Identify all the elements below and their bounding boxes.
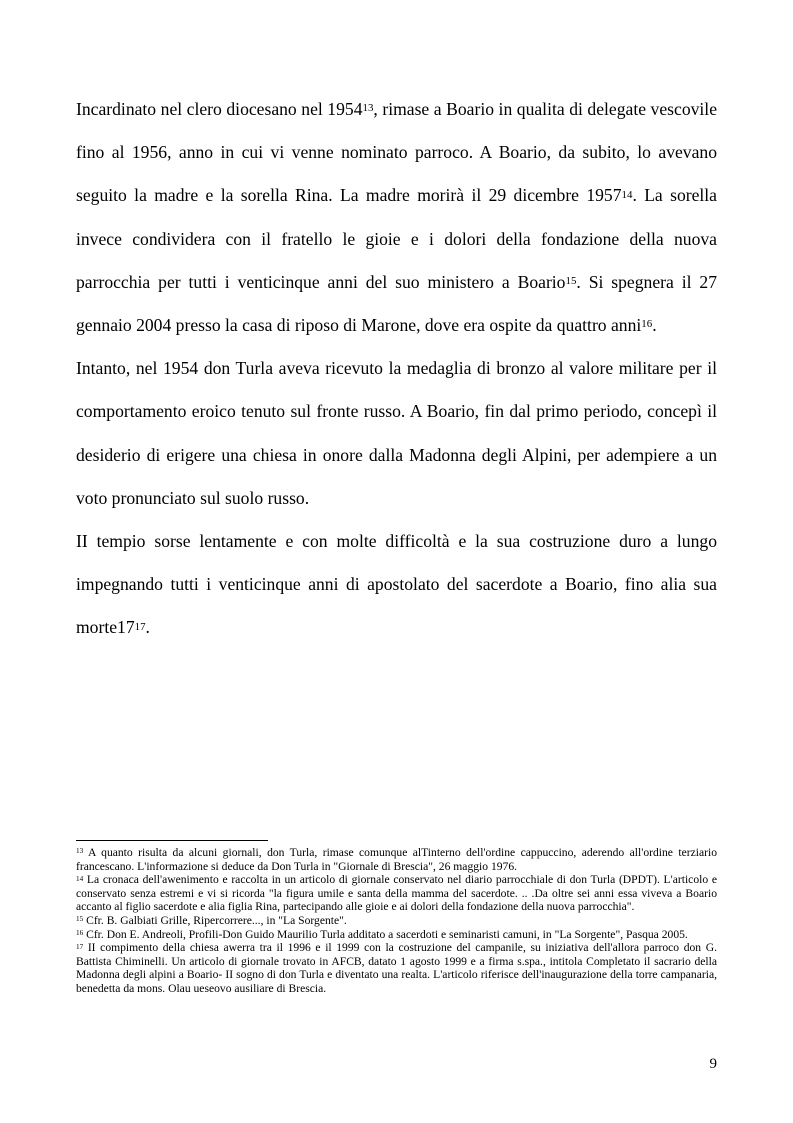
page-number: 9	[709, 1056, 717, 1072]
footnote-ref-13: 13	[362, 102, 374, 115]
paragraph-1-text-4: . Si spegnera il 27 gennaio 2004 presso la casa di riposo di Marone, dove era ospite da quattro anni	[76, 271, 717, 336]
paragraph-1-text-3: . La sorella invece condividera con il fratello le gioie e i dolori della fondazione della nuova parrocchia per tutti i venticinque anni del suo ministero a Boario	[76, 185, 717, 292]
footnote-text: A quanto risulta da alcuni giornali, don Turla, rimase comunque alTinterno dell'ordine cappuccino, aderendo all'ordine terziario francescano. L'informazione si deduce da Don Turla in "Giornale di Brescia", 26 maggio 1976.	[76, 846, 717, 873]
footnote-number: 13	[76, 847, 84, 856]
footnote-17	[76, 941, 717, 995]
paragraph-3	[76, 520, 717, 650]
footnote-ref-14: 14	[621, 188, 633, 201]
paragraph-2: Intanto, nel 1954 don Turla aveva ricevuto la medaglia di bronzo al valore militare per il comportamento eroico tenuto sul fronte russo. A Boario, fin dal primo periodo, concepì il desiderio di erigere una chiesa in onore dalla Madonna degli Alpini, per adempiere a un voto pronunciato sul suolo russo.	[76, 358, 717, 508]
paragraph-1	[76, 88, 717, 347]
footnote-ref-17: 17	[134, 620, 146, 633]
footnote-16	[76, 928, 717, 942]
footnote-number: 15	[76, 915, 84, 924]
body-text	[76, 88, 717, 650]
footnote-14	[76, 873, 717, 914]
footnote-ref-16: 16	[641, 318, 653, 331]
footnote-text: La cronaca dell'awenimento e raccolta in un articolo di giornale conservato nel diario parrocchiale di don Turla (DPDT). L'articolo e conservato senza estremi e vi si ricorda "la figura umile e santa della mamma del sacerdote. .. .Da oltre sei anni essa viveva a Boario accanto al figlio sacerdote e alia figlia Rina, partecipando alle gioie e ai dolori della fondazione della nuova parrocchia".	[76, 873, 717, 914]
paragraph-1-text-5: .	[652, 315, 657, 336]
footnote-text: Cfr. B. Galbiati Grille, Ripercorrere..., in "La Sorgente".	[83, 913, 347, 927]
footnote-separator	[76, 840, 268, 841]
footnotes	[76, 846, 717, 996]
footnote-text: Cfr. Don E. Andreoli, Profili-Don Guido Maurilio Turla additato a sacerdoti e seminaristi camuni, in "La Sorgente", Pasqua 2005.	[83, 927, 688, 941]
footnote-text: II compimento della chiesa awerra tra il 1996 e il 1999 con la costruzione del campanile, su iniziativa dell'allora parroco don G. Battista Chiminelli. Un articolo di giornale trovato in AFCB, datato 1 agosto 1999 e a firma s.spa., intitola Completato il sacrario della Madonna degli alpini a Boario- II sogno di don Turla e diventato una realta. L'articolo riferisce dell'inaugurazione della torre campanaria, benedetta da mons. Olau ueseovo ausiliare di Brescia.	[76, 941, 717, 995]
footnote-ref-15: 15	[565, 275, 577, 287]
paragraph-3-text-1: II tempio sorse lentamente e con molte difficoltà e la sua costruzione duro a lungo impegnando tutti i venticinque anni di apostolato del sacerdote a Boario, fino alia sua morte17	[76, 531, 717, 638]
footnote-13	[76, 846, 717, 873]
footnote-number: 17	[76, 942, 84, 951]
footnote-15	[76, 914, 717, 928]
paragraph-3-text-2: .	[145, 617, 150, 638]
paragraph-1-text-1: Incardinato nel clero diocesano nel 1954	[76, 99, 363, 119]
footnote-number: 16	[76, 929, 84, 938]
paragraph-1-text-2: , rimase a Boario in qualita di delegate vescovile fino al 1956, anno in cui vi venne nominato parroco. A Boario, da subito, lo avevano seguito la madre e la sorella Rina. La madre morirà il 29 dicembre 1957	[76, 99, 717, 206]
footnote-number: 14	[76, 874, 84, 883]
